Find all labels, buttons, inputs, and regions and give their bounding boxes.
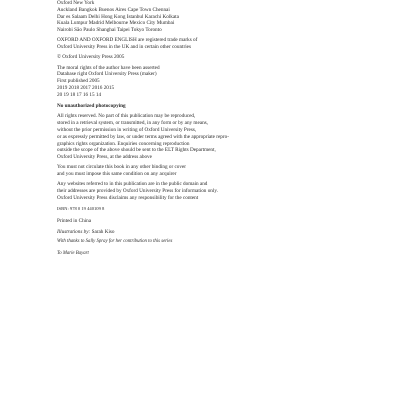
isbn-line: ISBN: 978 0 19 440109 8 [57,206,105,212]
binding-notice [57,164,357,178]
rights-line: All rights reserved. No part of this publication may be reproduced, [57,113,196,120]
moral-rights-line: The moral rights of the author have been asserted [57,64,160,71]
first-published-line: First published 2005 [57,78,100,85]
impression-years: 2019 2018 2017 2016 2015 [57,84,115,91]
city-line: Kuala Lumpur Madrid Melbourne Mexico City Mumbai [57,20,175,27]
database-right-line: Database right Oxford University Press (maker) [57,71,157,78]
rights-line: graphics rights organization. Enquiries concerning reproduction [57,140,190,147]
dedication-line: To Marie Bayart [57,250,89,256]
websites-line: Oxford University Press disclaims any responsibility for the content [57,194,199,201]
trademark-line: OXFORD AND OXFORD ENGLISH are registered trade marks of [57,37,198,44]
rights-line: stored in a retrieval system, or transmitted, in any form or by any means, [57,120,208,127]
illustrations-label: Illustrations by: [57,229,91,236]
illustrator-name: Sarah Kiso [91,229,115,236]
binding-line: You must not circulate this book in any other binding or cover [57,164,186,171]
rights-line: Oxford University Press, at the address above [57,154,152,161]
imprint-column [57,0,357,257]
rights-line: without the prior permission in writing of Oxford University Press, [57,126,197,133]
city-line: Oxford New York [57,0,95,6]
trademark-line: Oxford University Press in the UK and in certain other countries [57,44,191,51]
copyright-line: © Oxford University Press 2005 [57,54,125,61]
websites-notice [57,181,357,201]
rights-line: outside the scope of the above should be sent to the ELT Rights Department, [57,147,216,154]
printed-in-line: Printed in China [57,217,92,224]
city-line: Dar es Salaam Delhi Hong Kong Istanbul Karachi Kolkata [57,13,179,20]
no-photocopying-heading: No unauthorized photocopying [57,103,126,110]
city-line: Auckland Bangkok Buenos Aires Cape Town Chennai [57,6,170,13]
rights-line: or as expressly permitted by law, or under terms agreed with the appropriate repro- [57,133,229,140]
websites-line: Any websites referred to in this publication are in the public domain and [57,181,208,188]
thanks-line: With thanks to Sally Spray for her contribution to this series [57,239,173,245]
trademark-notice [57,37,357,51]
binding-line: and you must impose this same condition on any acquirer [57,171,177,178]
websites-line: their addresses are provided by Oxford University Press for information only. [57,188,218,195]
rights-notice [57,113,357,161]
publisher-cities [57,0,357,34]
illustrations-credit [57,229,357,236]
city-line: Nairobi São Paulo Shanghai Taipei Tokyo Toronto [57,27,162,34]
impression-numbers: 20 19 18 17 16 15 14 [57,91,102,98]
